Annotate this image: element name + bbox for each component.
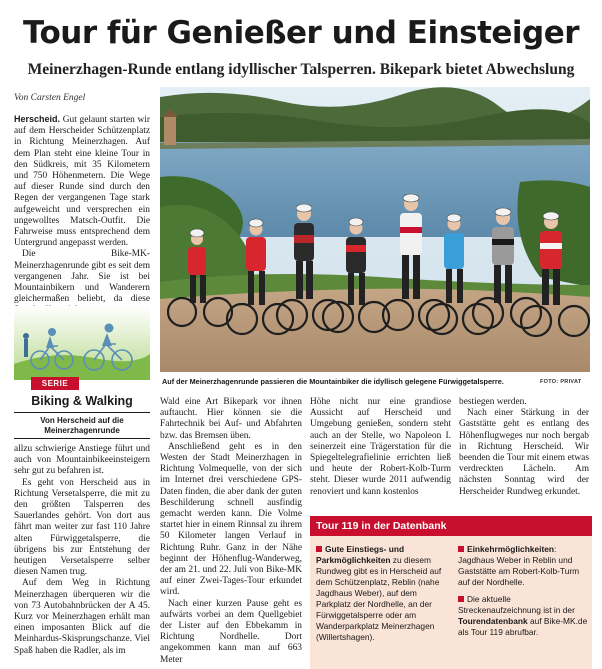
article-paragraph: Die Bike-MK-Meinerzhagenrunde gibt es seit dem vergangenen Jahr. Sie ist bei Mountainbikern und Wanderern gleichermaßen beliebt, da diese xyxy=(14,249,150,305)
info-item-lead: Tourendatenbank xyxy=(458,616,528,626)
info-item-text: zu diesem Rundweg gibt es in Herscheid auf dem Schützenplatz, Reblin (nahe Jagdhaus Weber), auf dem Parkplatz der Nordhelle, an der Fürwiggetalsperre oder am Wanderparkplatz Meinerzhagen (Willertshagen). xyxy=(316,555,442,642)
article-paragraph: Wald eine Art Bikepark vor ihnen auftaucht. Hier können sie die Fahrtechnik bei Auf- und Abfahrten bzw. das Bremsen üben. xyxy=(160,397,302,441)
article-paragraph xyxy=(14,114,150,249)
article-paragraph: Nach einer kurzen Pause geht es aufwärts vorbei an dem Quellgebiet der Lister auf den Ebbekamm in Richtung Nordhelle. Dort angekommen kann man auf 663 Meter xyxy=(160,598,302,665)
article-paragraph: allzu schwierige Anstiege führt und auch von Mountainbikeeinsteigern sehr gut zu befahren ist. xyxy=(14,444,150,477)
info-box xyxy=(310,516,592,669)
dateline-place: Herscheid. xyxy=(14,114,61,124)
bullet-square-icon xyxy=(458,546,464,552)
info-item-lead: Einkehrmöglichkeiten xyxy=(467,544,555,554)
article-column-3 xyxy=(310,397,451,512)
divider xyxy=(14,412,150,413)
info-item xyxy=(458,544,588,588)
author-byline: Von Carsten Engel xyxy=(14,93,86,103)
info-box-right-column xyxy=(458,544,588,644)
bullet-square-icon xyxy=(458,596,464,602)
article-column-1-top xyxy=(14,114,150,304)
info-box-left-column xyxy=(316,544,452,649)
subheadline: Meinerzhagen-Runde entlang idyllischer Talsperren. Bikepark bietet Abwechslung xyxy=(27,61,575,78)
divider xyxy=(14,438,150,439)
info-item-text: : Jagdhaus Weber in Reblin und Gaststätte am Robert-Kolb-Turm auf der Nordhelle. xyxy=(458,544,580,587)
photo-credit: FOTO: PRIVAT xyxy=(540,379,582,385)
article-paragraph: Anschließend geht es in den Westen der Stadt Meinerzhagen in Richtung Volmequelle, von der sich im Internet drei verschiedene GPS-Daten finden, die aber dank der guten Beschilderung schnell ausfindig gemacht werden kann. Die Volme startet hier in einem Rinnsal zu ihrem 50 Kilometer langen Verlauf in Richtung Ruhr. Ganz in der Nähe beginnt der Höhenflug-Wanderweg, der am 21. und 22. Juli von Bike-MK auf einer Zwei-Tages-Tour erkundet wird. xyxy=(160,441,302,598)
article-paragraph: Auf dem Weg in Richtung Meinerzhagen überqueren wir die von 73 Autobahnbrücken der A 45. Kurz vor Meinerzhagen erhält man einen imposanten Blick auf die Meinhardus-Skisprungschanze. Viel Spaß haben die Radler, als im xyxy=(14,578,150,656)
info-item-lead: Gute Einstiegs- und Parkmöglichkeiten xyxy=(316,544,405,565)
photo-caption: Auf der Meinerzhagenrunde passieren die Mountainbiker die idyllisch gelegene Fürwiggetalsperre. xyxy=(162,377,504,386)
info-item-text: auf Bike-MK.de als Tour 119 abrufbar. xyxy=(458,616,588,637)
info-box-title: Tour 119 in der Datenbank xyxy=(310,516,592,536)
article-paragraph: bestiegen werden. xyxy=(459,397,527,407)
group-of-cyclists-photo xyxy=(160,87,590,372)
article-column-4 xyxy=(459,397,589,507)
serie-title: Biking & Walking xyxy=(31,394,133,408)
info-item xyxy=(458,594,588,638)
bullet-square-icon xyxy=(316,546,322,552)
serie-badge: SERIE xyxy=(31,377,79,390)
article-paragraph: Es geht von Herscheid aus in Richtung Versetalsperre, die mit zu den größten Talsperren des Sauerlandes gehört. Von dort aus fährt man weiter zur fast 110 Jahre alten Fürwiggetalsperre, die übrigens bis zur Entstehung der heutigen Versetalsperre selber diesen Namen trug. xyxy=(14,477,150,578)
info-item xyxy=(316,544,452,643)
article-paragraph: Höhe nicht nur eine grandiose Aussicht auf Herscheid und Umgebung genießen, sondern steht auch an der Stelle, wo Napoleon I. seinerzeit eine Trägerstation für die Spiegeltelegrafielinie errichten ließ und heute der Robert-Kolb-Turm steht. Dieser wurde 2011 aufwendig renoviert und kann kostenlos xyxy=(310,397,451,497)
serie-cyclist-illustration xyxy=(14,306,150,380)
serie-subtitle: Von Herscheid auf die Meinerzhagenrunde xyxy=(40,416,124,435)
headline: Tour für Genießer und Einsteiger xyxy=(22,15,580,51)
info-item-text: Die aktuelle Streckenaufzeichnung ist in der xyxy=(458,594,575,615)
paragraph-text: Gut gelaunt starten wir auf dem Herscheider Schützenplatz in Richtung Meinerzhagen. Auf dem Plan steht eine kleine Tour in den Südkreis, mit 35 Kilometern und 750 Höhenmetern. Die Wege auf dieser Runde sind durch den Regen der vergangenen Tage stark aufgeweicht und versprechen ein ungewolltes Matsch-Outfit. Die Fahrweise muss entsprechend dem Untergrund angepasst werden. xyxy=(14,115,150,249)
article-column-1-bottom xyxy=(14,444,150,669)
article-column-2 xyxy=(160,397,302,669)
article-paragraph: Nach einer Stärkung in der Gaststätte geht es entlang des Höhenflugweges nur noch bergab in Richtung Herscheid. Wir beenden die Tour mit einem etwas verdreckten Lächeln. Am nächsten Sonntag wird der Herscheider Rundweg erkundet. xyxy=(459,408,589,497)
